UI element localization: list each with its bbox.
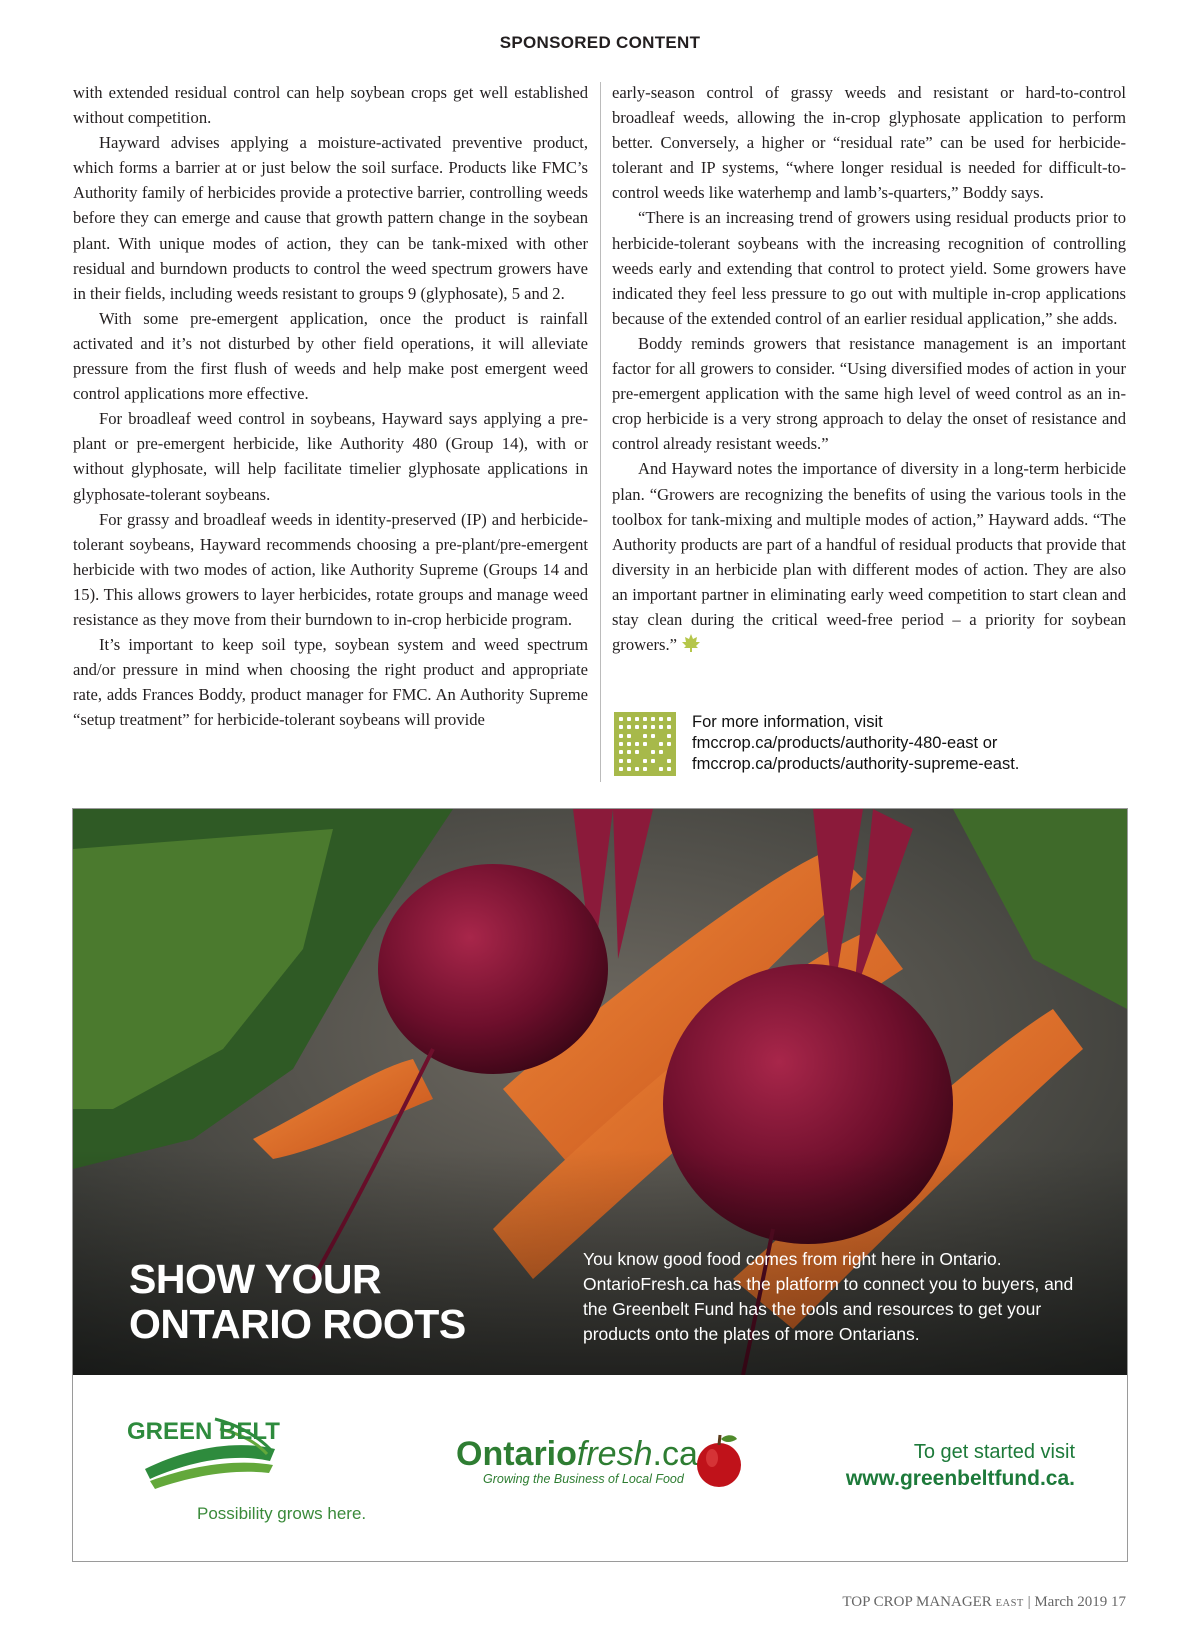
qr-dot xyxy=(667,734,671,738)
qr-dot xyxy=(643,734,647,738)
greenbelt-logo-text: GREEN BELT xyxy=(127,1418,280,1445)
paragraph: For grassy and broadleaf weeds in identity-preserved (IP) and herbicide-tolerant soybeans, Hayward recommends choosing a pre-plant/pre-emergent herbicide with two modes of action, like Authority Supreme (Groups 14 and 15). This allows growers to layer herbicides, rotate groups and manage weed resistance as they move from their burndown to in-crop herbicide program. xyxy=(73,509,588,629)
qr-dot xyxy=(651,717,655,721)
qr-dot xyxy=(635,717,639,721)
ad-headline xyxy=(129,1257,466,1347)
qr-dot xyxy=(627,717,631,721)
qr-dot xyxy=(643,742,647,746)
footer-separator: | xyxy=(1027,1594,1031,1610)
more-info-link[interactable]: fmccrop.ca/products/authority-supreme-east. xyxy=(692,755,1020,773)
article-column-right xyxy=(612,80,1126,657)
apple-icon xyxy=(693,1431,745,1489)
magazine-name: TOP CROP MANAGER xyxy=(842,1594,992,1610)
qr-dot xyxy=(619,767,623,771)
qr-dot xyxy=(659,725,663,729)
ontariofresh-tagline: Growing the Business of Local Food xyxy=(483,1472,684,1486)
paragraph: Hayward advises applying a moisture-activated preventive product, which forms a barrier at or just below the soil surface. Products like FMC’s Authority family of herbicides provide a protective barrier, controlling weeds before they can emerge and cause that growth pattern change in the soybean plant. With unique modes of action, they can be tank-mixed with other residual and burndown products to control the weed spectrum growers have in their fields, including weeds resistant to groups 9 (glyphosate), 5 and 2. xyxy=(73,133,588,303)
section-header: SPONSORED CONTENT xyxy=(499,33,701,52)
qr-dot xyxy=(643,767,647,771)
qr-code-icon xyxy=(614,712,676,776)
qr-dot xyxy=(627,742,631,746)
more-info-link[interactable]: fmccrop.ca/products/authority-480-east or xyxy=(692,734,998,752)
ontariofresh-logo xyxy=(456,1436,698,1486)
ontariofresh-word-italic: fresh xyxy=(576,1435,653,1473)
qr-dot xyxy=(643,717,647,721)
paragraph: It’s important to keep soil type, soybean system and weed spectrum and/or pressure in mind when choosing the right product and appropriate rate, adds Frances Boddy, product manager for FMC. An Authority Supreme “setup treatment” for herbicide-tolerant soybeans will provide xyxy=(73,635,588,730)
qr-dot xyxy=(619,750,623,754)
ad-body-copy: You know good food comes from right here in Ontario. OntarioFresh.ca has the platform to connect you to buyers, and the Greenbelt Fund has the tools and resources to get your products onto the plates of more Ontarians. xyxy=(583,1249,1074,1344)
qr-dot xyxy=(627,767,631,771)
call-to-action xyxy=(846,1439,1075,1493)
paragraph: Boddy reminds growers that resistance management is an important factor for all growers to consider. “Using diversified modes of action in your pre-emergent application with the same high level of weed control as an in-crop herbicide is a very strong approach to delay the onset of resistance and control already resistant weeds.” xyxy=(612,333,1126,454)
cta-line: To get started visit xyxy=(913,1441,1075,1463)
qr-dot xyxy=(627,759,631,763)
qr-dot xyxy=(659,742,663,746)
cta-link[interactable]: www.greenbeltfund.ca. xyxy=(845,1467,1075,1490)
more-info-box xyxy=(614,712,1134,782)
qr-dot xyxy=(651,750,655,754)
paragraph: With some pre-emergent application, once the product is rainfall activated and it’s not disturbed by other field operations, it will alleviate pressure from the first flush of weeds and help make post emergent weed control applications more effective. xyxy=(73,308,588,404)
greenbelt-advertisement xyxy=(72,808,1128,1562)
qr-dot xyxy=(635,725,639,729)
qr-dot xyxy=(627,725,631,729)
issue-date: March 2019 xyxy=(1034,1594,1108,1610)
qr-dot xyxy=(627,734,631,738)
qr-dot xyxy=(643,725,647,729)
qr-dot xyxy=(667,742,671,746)
qr-dot xyxy=(635,742,639,746)
maple-leaf-icon xyxy=(681,633,701,653)
paragraph: For broadleaf weed control in soybeans, Hayward says applying a pre-plant or pre-emergent herbicide, like Authority 480 (Group 14), with or without glyphosate, will help facilitate timelier glyphosate applications in glyphosate-tolerant soybeans. xyxy=(73,409,588,504)
paragraph: with extended residual control can help soybean crops get well established without competition. xyxy=(73,83,588,128)
qr-dot xyxy=(635,767,639,771)
ad-headline-line: SHOW YOUR xyxy=(129,1256,382,1302)
ontariofresh-wordmark xyxy=(456,1436,698,1472)
qr-dot xyxy=(627,750,631,754)
qr-dot xyxy=(619,725,623,729)
paragraph: early-season control of grassy weeds and resistant or hard-to-control broadleaf weeds, allowing the in-crop glyphosate application to perform better. Conversely, a higher or “residual rate” can be used for herbicide-tolerant and IP systems, “where longer residual is needed for difficult-to-control weeds like waterhemp and lamb’s-quarters,” Boddy says. xyxy=(612,83,1126,203)
qr-dot xyxy=(651,759,655,763)
column-divider xyxy=(600,82,601,782)
qr-dot xyxy=(667,767,671,771)
qr-dot xyxy=(667,759,671,763)
article-column-left xyxy=(73,80,588,732)
ad-headline-line: ONTARIO ROOTS xyxy=(129,1301,466,1347)
more-info-text xyxy=(692,712,1019,775)
qr-dot xyxy=(619,742,623,746)
qr-dot xyxy=(659,767,663,771)
qr-dot xyxy=(651,734,655,738)
ontariofresh-word-suffix: .ca xyxy=(652,1435,698,1473)
greenbelt-tagline: Possibility grows here. xyxy=(197,1504,367,1523)
qr-dot xyxy=(659,717,663,721)
paragraph-last xyxy=(612,456,1126,657)
qr-dot xyxy=(651,725,655,729)
ontariofresh-word-bold: Ontario xyxy=(456,1435,577,1473)
beets-carrots-photo xyxy=(73,809,1127,1375)
paragraph: “There is an increasing trend of growers using residual products prior to herbicide-tolerant soybeans with the increasing recognition of controlling weeds early and extending that control to protect yield. Some growers have indicated they feel less pressure to go out with multiple in-crop applications because of the extended control of an earlier residual application,” she adds. xyxy=(612,208,1126,328)
qr-dot xyxy=(643,759,647,763)
qr-dot xyxy=(619,717,623,721)
more-info-line: For more information, visit xyxy=(692,713,883,731)
qr-dot xyxy=(667,725,671,729)
qr-dot xyxy=(635,750,639,754)
paragraph-text: And Hayward notes the importance of diversity in a long-term herbicide plan. “Growers are recognizing the benefits of using the various tools in the toolbox for tank-mixing and multiple modes of action,” Hayward adds. “The Authority products are part of a handful of residual products that provide that diversity in an herbicide plan with different modes of action. They are also an important partner in eliminating early weed competition to start clean and stay clean during the critical weed-free period – a priority for soybean growers.” xyxy=(612,459,1126,655)
qr-dot xyxy=(619,734,623,738)
edition-label: EAST xyxy=(995,1598,1024,1609)
page-footer xyxy=(842,1594,1126,1611)
qr-dot xyxy=(659,750,663,754)
qr-dot xyxy=(667,717,671,721)
greenbelt-logo xyxy=(125,1409,285,1489)
qr-dot xyxy=(619,759,623,763)
page-number: 17 xyxy=(1111,1594,1126,1610)
